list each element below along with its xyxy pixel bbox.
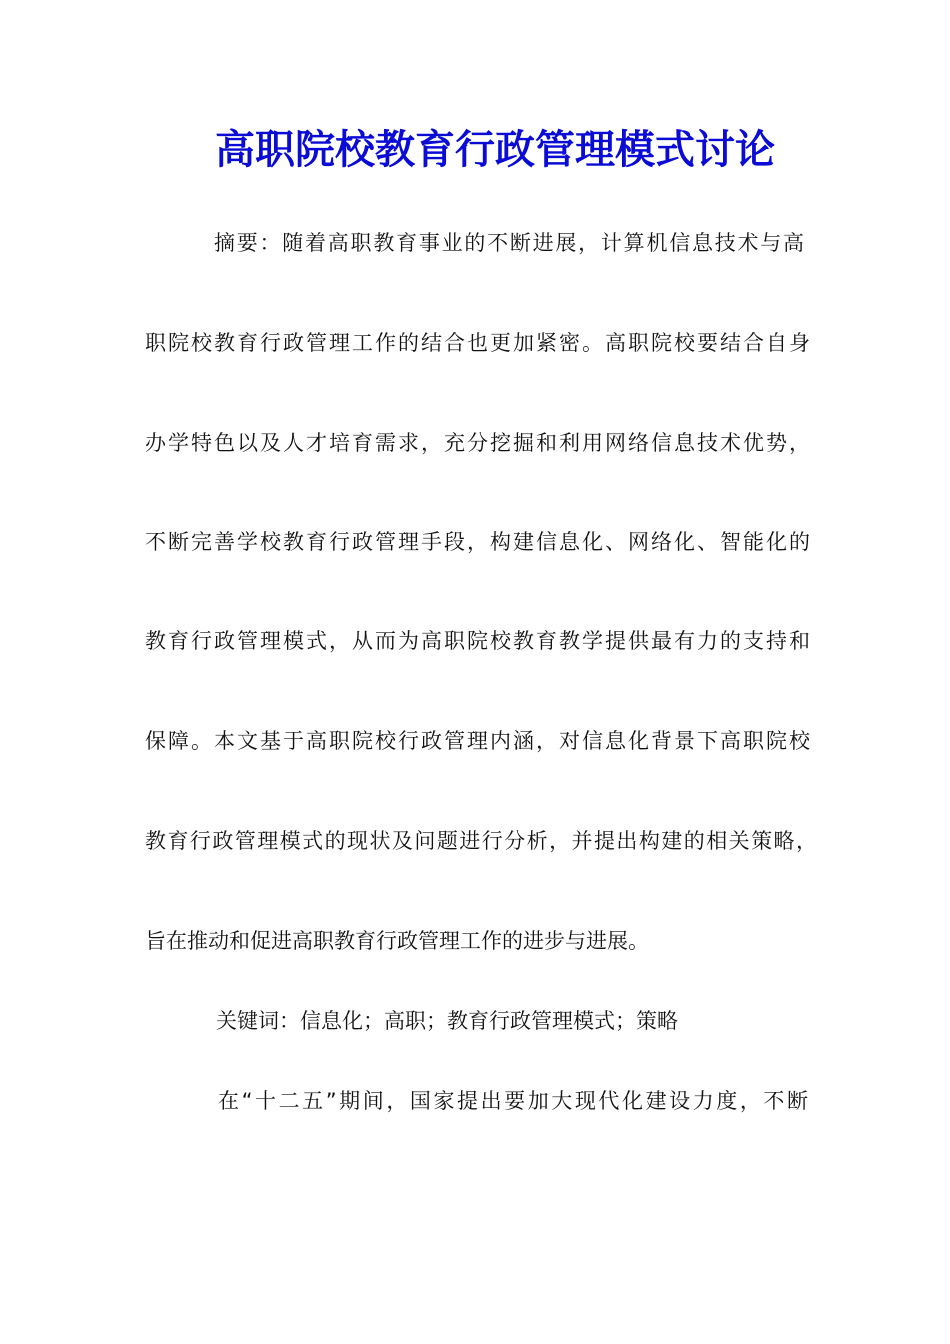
body-paragraph-line-1: 在“十二五”期间，国家提出要加大现代化建设力度，不断: [218, 1089, 808, 1113]
abstract-line-4: 不断完善学校教育行政管理手段，构建信息化、网络化、智能化的: [145, 530, 810, 554]
keywords-line: 关键词：信息化；高职；教育行政管理模式；策略: [216, 1009, 678, 1033]
abstract-line-7: 教育行政管理模式的现状及问题进行分析，并提出构建的相关策略，: [145, 829, 817, 853]
abstract-line-1: 摘要：随着高职教育事业的不断进展，计算机信息技术与高: [214, 231, 804, 255]
abstract-line-6: 保障。本文基于高职院校行政管理内涵，对信息化背景下高职院校: [145, 729, 810, 753]
abstract-line-3: 办学特色以及人才培育需求，充分挖掘和利用网络信息技术优势，: [145, 431, 810, 455]
abstract-line-5: 教育行政管理模式，从而为高职院校教育教学提供最有力的支持和: [145, 629, 810, 653]
document-title: 高职院校教育行政管理模式讨论: [215, 126, 775, 173]
abstract-line-2: 职院校教育行政管理工作的结合也更加紧密。高职院校要结合自身: [145, 331, 810, 355]
abstract-line-8: 旨在推动和促进高职教育行政管理工作的进步与进展。: [145, 929, 649, 953]
